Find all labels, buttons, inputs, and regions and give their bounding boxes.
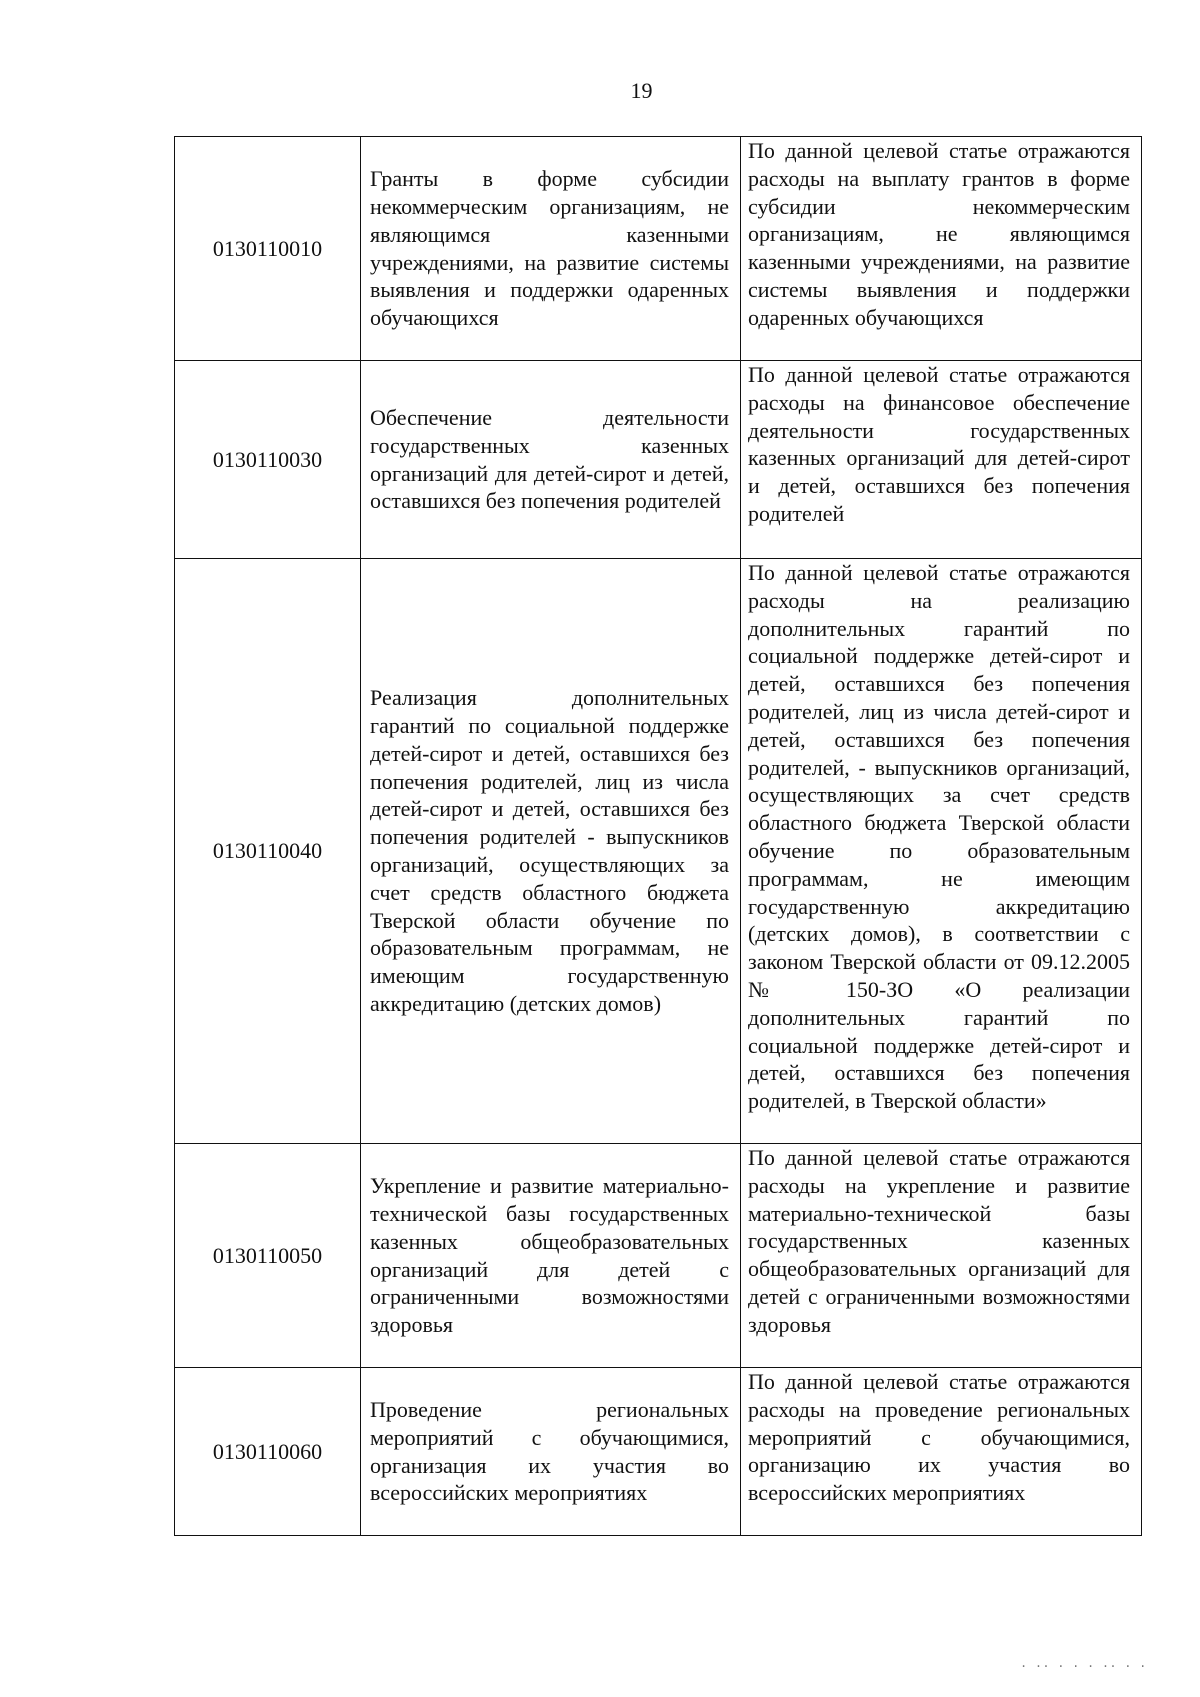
target-article-name: Реализация дополнительных гарантий по социальной поддержке детей-сирот и детей, оставшихся без попечения родителей, лиц из числа детей-сирот и детей, оставшихся без попечения родителей - выпускников организаций, осуществляющих за счет средств областного бюджета Тверской области обучение по образовательным программам, не имеющим государственную аккредитацию (детских домов) [361, 559, 741, 1144]
target-article-description: По данной целевой статье отражаются расходы на проведение региональных мероприятий с обучающимися, организацию их участия во всероссийских мероприятиях [741, 1368, 1142, 1536]
target-article-name: Проведение региональных мероприятий с обучающимися, организация их участия во всероссийских мероприятиях [361, 1368, 741, 1536]
target-article-code: 0130110010 [175, 137, 361, 361]
table-row [175, 137, 1142, 361]
scan-artifact-dots: · ·· · · · ·· · · [1021, 1659, 1148, 1675]
table-row [175, 1368, 1142, 1536]
target-article-description: По данной целевой статье отражаются расходы на выплату грантов в форме субсидии некоммерческим организациям, не являющимся казенными учреждениями, на развитие системы выявления и поддержки одаренных обучающихся [741, 137, 1142, 361]
table-row [175, 559, 1142, 1144]
page-number: 19 [630, 78, 653, 103]
target-article-code: 0130110030 [175, 361, 361, 559]
target-article-name: Укрепление и развитие материально-технической базы государственных казенных общеобразовательных организаций для детей с ограниченными возможностями здоровья [361, 1144, 741, 1368]
target-article-description: По данной целевой статье отражаются расходы на реализацию дополнительных гарантий по социальной поддержке детей-сирот и детей, оставшихся без попечения родителей, лиц из числа детей-сирот и детей, оставшихся без попечения родителей, - выпускников организаций, осуществляющих за счет средств областного бюджета Тверской области обучение по образовательным программам, не имеющим государственную аккредитацию (детских домов), в соответствии с законом Тверской области от 09.12.2005 № 150-ЗО «О реализации дополнительных гарантий по социальной поддержке детей-сирот и детей, оставшихся без попечения родителей, в Тверской области» [741, 559, 1142, 1144]
target-article-code: 0130110050 [175, 1144, 361, 1368]
target-article-description: По данной целевой статье отражаются расходы на укрепление и развитие материально-технической базы государственных казенных общеобразовательных организаций для детей с ограниченными возможностями здоровья [741, 1144, 1142, 1368]
table-row [175, 361, 1142, 559]
target-article-name: Обеспечение деятельности государственных казенных организаций для детей-сирот и детей, оставшихся без попечения родителей [361, 361, 741, 559]
budget-classification-table [174, 136, 1142, 1536]
target-article-code: 0130110060 [175, 1368, 361, 1536]
target-article-name: Гранты в форме субсидии некоммерческим организациям, не являющимся казенными учреждениями, на развитие системы выявления и поддержки одаренных обучающихся [361, 137, 741, 361]
target-article-code: 0130110040 [175, 559, 361, 1144]
target-article-description: По данной целевой статье отражаются расходы на финансовое обеспечение деятельности государственных казенных организаций для детей-сирот и детей, оставшихся без попечения родителей [741, 361, 1142, 559]
table-row [175, 1144, 1142, 1368]
